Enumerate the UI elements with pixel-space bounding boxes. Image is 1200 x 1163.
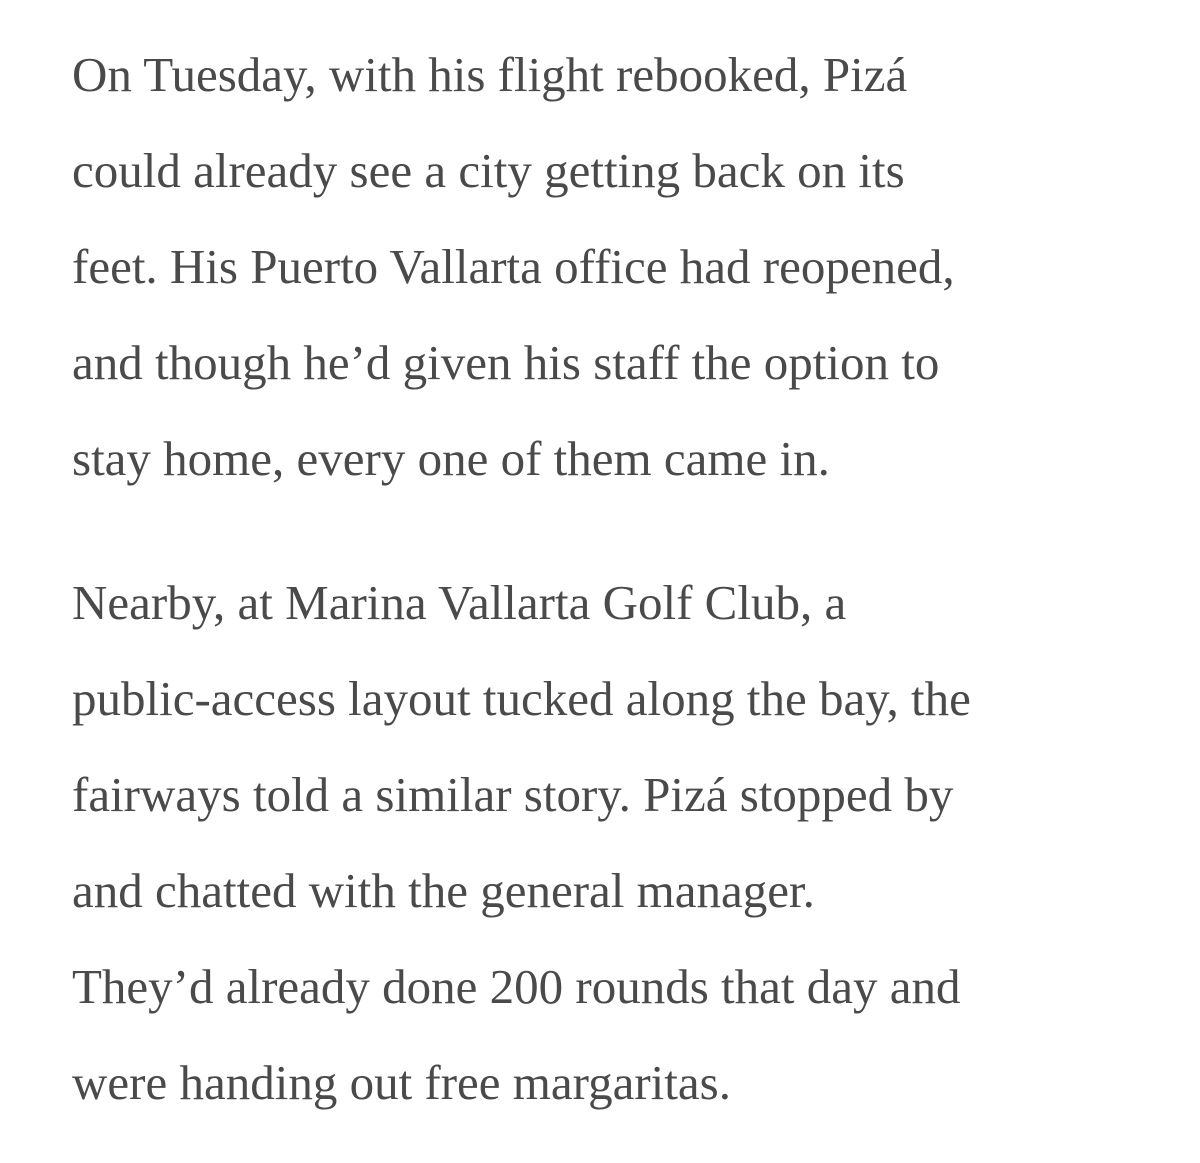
text-line: were handing out free margaritas. bbox=[72, 1055, 731, 1110]
paragraph-2 bbox=[72, 571, 1182, 1147]
paragraph-gap bbox=[72, 523, 1182, 571]
text-line: On Tuesday, with his flight rebooked, Pizá bbox=[72, 47, 908, 102]
text-line: public-access layout tucked along the bay, the bbox=[72, 671, 971, 726]
text-line: and chatted with the general manager. bbox=[72, 863, 815, 918]
article-body bbox=[72, 43, 1182, 1147]
text-line: could already see a city getting back on its bbox=[72, 143, 905, 198]
text-line: fairways told a similar story. Pizá stopped by bbox=[72, 767, 954, 822]
text-line: They’d already done 200 rounds that day and bbox=[72, 959, 961, 1014]
text-line: and though he’d given his staff the option to bbox=[72, 335, 940, 390]
text-line: stay home, every one of them came in. bbox=[72, 431, 830, 486]
text-line: Nearby, at Marina Vallarta Golf Club, a bbox=[72, 575, 847, 630]
paragraph-1 bbox=[72, 43, 1182, 523]
text-line: feet. His Puerto Vallarta office had reopened, bbox=[72, 239, 955, 294]
